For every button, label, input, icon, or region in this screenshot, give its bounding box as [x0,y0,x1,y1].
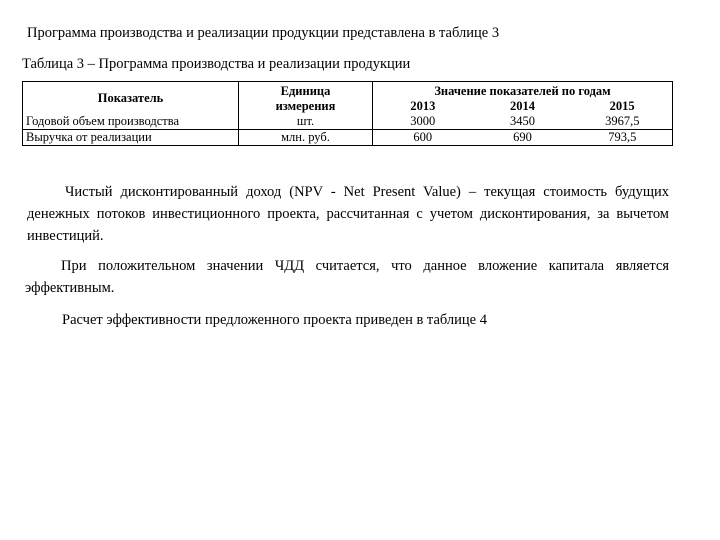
row-value: 793,5 [573,130,673,146]
header-unit [239,82,373,115]
row-value: 3000 [373,114,473,130]
year-2014: 2014 [510,99,535,113]
row-unit: млн. руб. [239,130,373,146]
table-row [23,130,673,146]
npv-definition-paragraph: Чистый дисконтированный доход (NPV - Net Present Value) – текущая стоимость будущих денежных потоков инвестиционного проекта, рассчитанная с учетом дисконтирования, за вычетом инвестиций. [27,184,669,244]
header-unit-line2: измерения [275,98,336,113]
row-name: Годовой объем производства [23,114,239,130]
row-value: 3967,5 [573,114,673,130]
row-value: 600 [373,130,473,146]
year-2015: 2015 [609,99,635,113]
table-caption: Таблица 3 – Программа производства и реализации продукции [22,56,411,72]
intro-text: Программа производства и реализации продукции представлена в таблице 3 [27,25,500,41]
table4-reference-paragraph: Расчет эффективности предложенного проекта приведен в таблице 4 [62,312,487,328]
row-name: Выручка от реализации [23,130,239,146]
year-2013: 2013 [410,99,436,113]
header-unit-line1: Единица [280,83,331,98]
npv-positive-paragraph: При положительном значении ЧДД считается, что данное вложение капитала является эффективным. [25,258,669,296]
row-value: 3450 [510,114,535,128]
table-header-row [23,82,673,115]
row-value: 690 [473,130,573,146]
table-row [23,114,673,130]
header-values-cell [373,82,673,115]
row-unit: шт. [239,114,373,130]
header-indicator: Показатель [23,82,239,115]
year-row [373,99,672,114]
production-table [22,81,673,146]
header-values: Значение показателей по годам [434,84,611,98]
